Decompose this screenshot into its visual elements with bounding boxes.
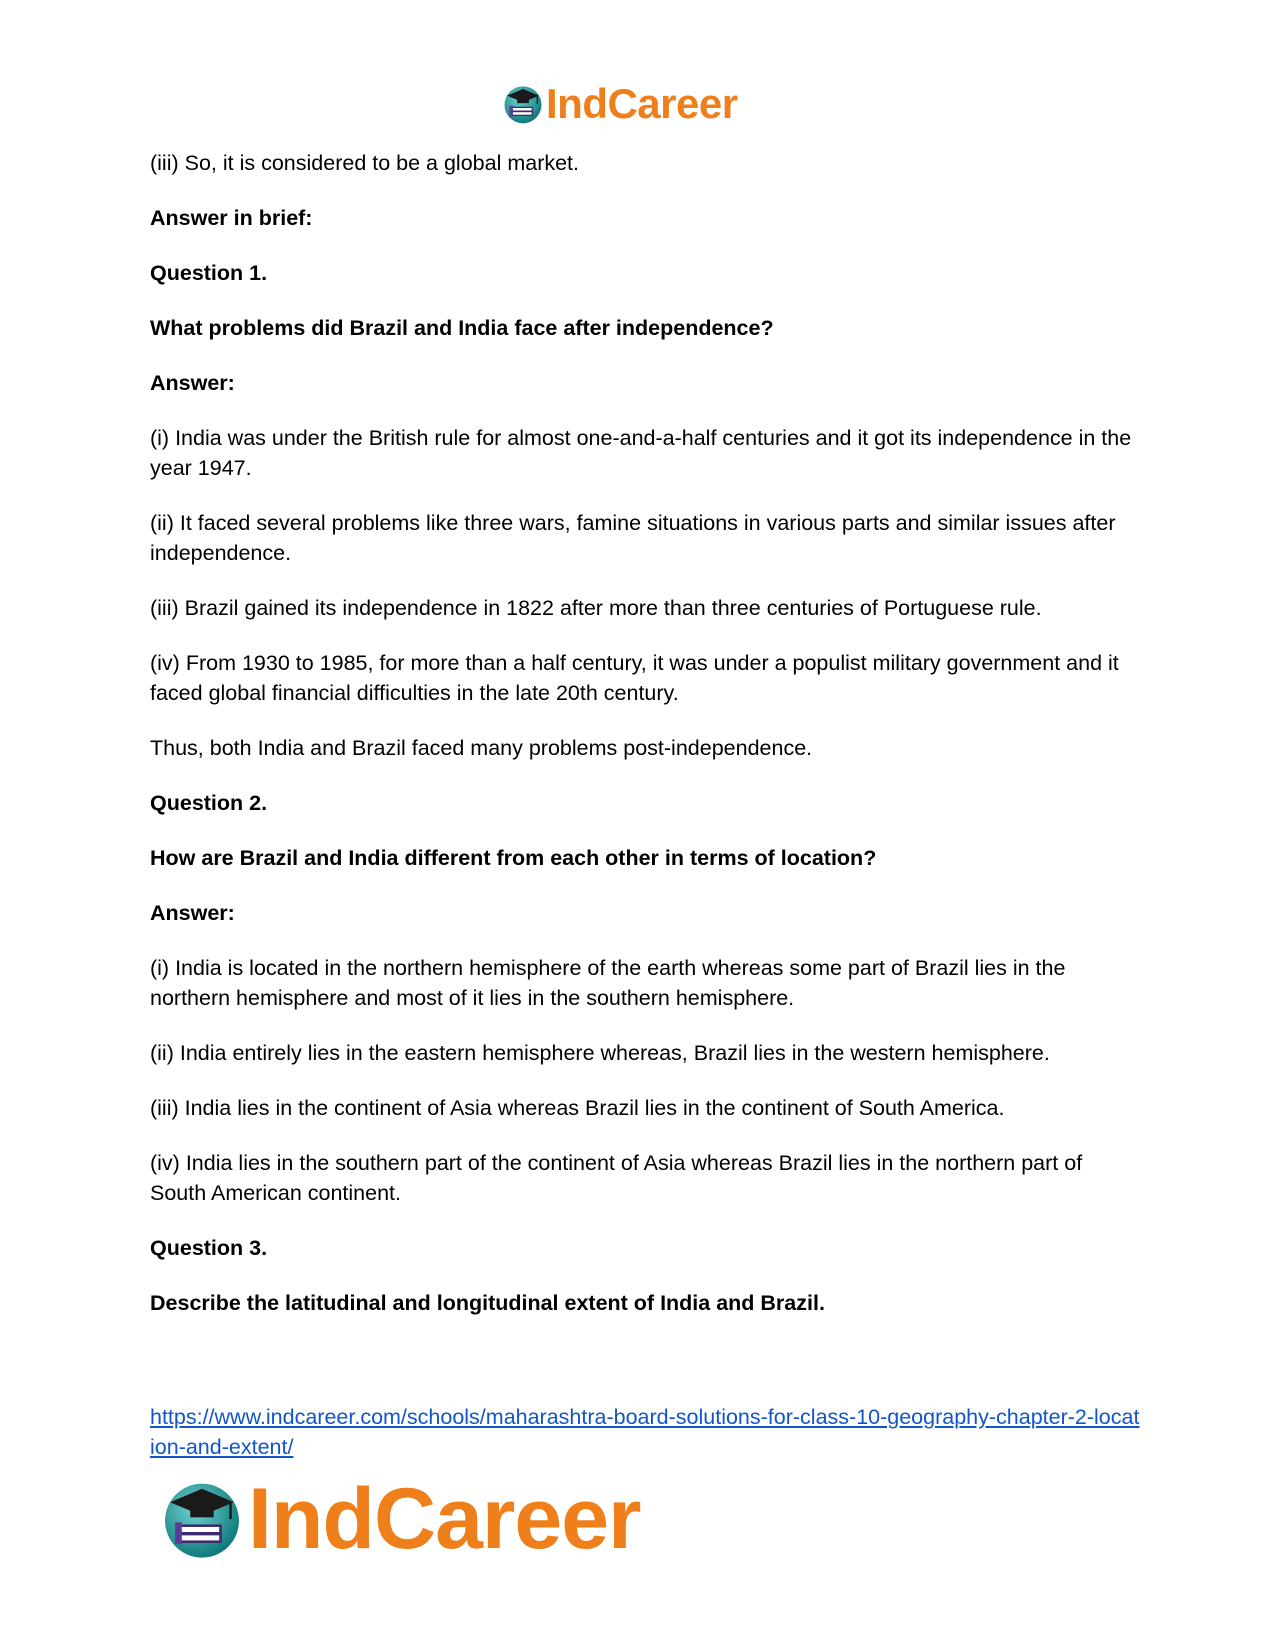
heading-paragraph: What problems did Brazil and India face after independence? [150,316,774,340]
logo-wordmark: IndCareer [248,1471,641,1567]
graduation-cap-book-globe-icon [160,1477,244,1561]
graduation-cap-book-globe-icon [502,83,544,125]
source-link[interactable]: https://www.indcareer.com/schools/maharashtra-board-solutions-for-class-10-geography-chapter-2-location-and-extent/ [150,1405,1140,1459]
body-paragraph: (iv) From 1930 to 1985, for more than a half century, it was under a populist military government and it faced global financial difficulties in the late 20th century. [150,651,1119,705]
footer-logo [160,1471,641,1567]
body-paragraph: (iii) India lies in the continent of Asia whereas Brazil lies in the continent of South America. [150,1096,1005,1120]
body-paragraph: (ii) India entirely lies in the eastern hemisphere whereas, Brazil lies in the western hemisphere. [150,1041,1050,1065]
source-link-block [150,1402,1140,1462]
heading-paragraph: Question 3. [150,1236,268,1260]
body-paragraph: (i) India is located in the northern hemisphere of the earth whereas some part of Brazil lies in the northern hemisphere and most of it lies in the southern hemisphere. [150,956,1066,1010]
heading-paragraph: Describe the latitudinal and longitudinal extent of India and Brazil. [150,1291,825,1315]
body-paragraph: (i) India was under the British rule for almost one-and-a-half centuries and it got its independence in the year 1947. [150,426,1132,480]
header-logo [502,82,738,126]
heading-paragraph: Answer: [150,901,235,925]
heading-paragraph: Question 1. [150,261,268,285]
body-paragraph: (iii) Brazil gained its independence in 1822 after more than three centuries of Portuguese rule. [150,596,1042,620]
heading-paragraph: Question 2. [150,791,268,815]
logo-wordmark: IndCareer [546,80,738,127]
heading-paragraph: How are Brazil and India different from each other in terms of location? [150,846,877,870]
body-paragraph: (iv) India lies in the southern part of the continent of Asia whereas Brazil lies in the northern part of South American continent. [150,1151,1083,1205]
heading-paragraph: Answer: [150,371,235,395]
heading-paragraph: Answer in brief: [150,206,313,230]
body-paragraph: (ii) It faced several problems like three wars, famine situations in various parts and similar issues after independence. [150,511,1116,565]
document-body [150,148,1140,1343]
body-paragraph: Thus, both India and Brazil faced many problems post-independence. [150,736,813,760]
body-paragraph: (iii) So, it is considered to be a global market. [150,151,580,175]
